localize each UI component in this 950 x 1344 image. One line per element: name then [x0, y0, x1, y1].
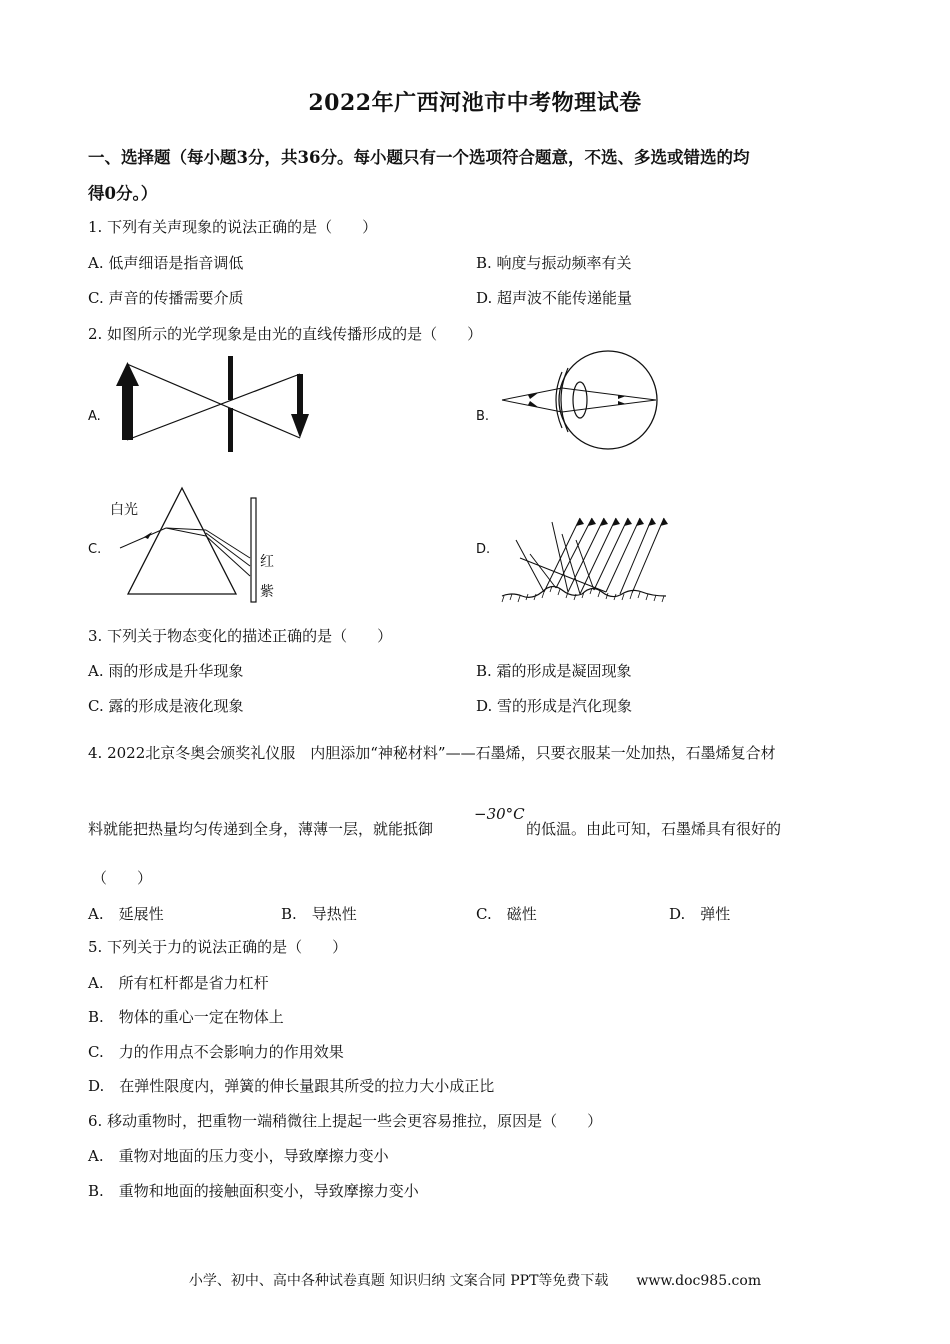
question-4-option-c: C. 磁性	[476, 905, 537, 923]
question-1-option-c: C. 声音的传播需要介质	[88, 289, 244, 307]
prism-dispersion-figure	[108, 484, 288, 604]
question-6-option-b: B. 重物和地面的接触面积变小，导致摩擦力变小	[88, 1182, 419, 1200]
question-2-label-a: A.	[88, 409, 101, 424]
question-4-option-d: D. 弹性	[669, 905, 731, 923]
question-4-option-b: B. 导热性	[281, 905, 357, 923]
question-5-option-c: C. 力的作用点不会影响力的作用效果	[88, 1043, 344, 1061]
question-6-option-a: A. 重物对地面的压力变小，导致摩擦力变小	[88, 1147, 389, 1165]
section-heading-line2: 得0分。）	[88, 184, 158, 203]
question-3-option-d: D. 雪的形成是汽化现象	[476, 697, 633, 715]
page-title: 2022年广西河池市中考物理试卷	[308, 90, 642, 116]
diffuse-reflection-figure	[500, 512, 670, 604]
question-2-label-d: D.	[476, 542, 491, 557]
pinhole-camera-figure	[110, 352, 330, 462]
question-3-option-a: A. 雨的形成是升华现象	[88, 662, 244, 680]
white-light-label: 白光	[110, 502, 138, 518]
question-5-option-d: D. 在弹性限度内，弹簧的伸长量跟其所受的拉力大小成正比	[88, 1077, 495, 1095]
question-4-line1: 4. 2022北京冬奥会颁奖礼仪服 内胆添加“神秘材料”——石墨烯，只要衣服某一处加热，石墨烯复合材	[88, 744, 776, 762]
section-heading-line1: 一、选择题（每小题3分，共36分。每小题只有一个选项符合题意，不选、多选或错选的均	[88, 148, 750, 167]
question-1-option-b: B. 响度与振动频率有关	[476, 254, 632, 272]
question-4-answer-paren: （ ）	[92, 869, 153, 887]
question-3-stem: 3. 下列关于物态变化的描述正确的是（ ）	[88, 627, 393, 645]
question-2-label-b: B.	[476, 409, 490, 424]
question-3-option-c: C. 露的形成是液化现象	[88, 697, 244, 715]
question-2-stem: 2. 如图所示的光学现象是由光的直线传播形成的是（ ）	[88, 325, 483, 343]
question-1-option-d: D. 超声波不能传递能量	[476, 289, 633, 307]
question-4-option-a: A. 延展性	[88, 905, 164, 923]
question-4-line2-end: 的低温。由此可知，石墨烯具有很好的	[526, 820, 782, 838]
question-2-label-c: C.	[88, 542, 102, 557]
question-1-stem: 1. 下列有关声现象的说法正确的是（ ）	[88, 218, 378, 236]
question-3-option-b: B. 霜的形成是凝固现象	[476, 662, 632, 680]
question-5-option-b: B. 物体的重心一定在物体上	[88, 1008, 284, 1026]
temperature-value: −30°C	[474, 805, 525, 823]
question-5-option-a: A. 所有杠杆都是省力杠杆	[88, 974, 269, 992]
red-label: 红	[260, 554, 274, 570]
violet-label: 紫	[260, 584, 274, 600]
eye-lens-figure	[500, 350, 665, 455]
question-1-option-a: A. 低声细语是指音调低	[88, 254, 244, 272]
question-4-line2-start: 料就能把热量均匀传递到全身，薄薄一层，就能抵御	[88, 820, 434, 838]
question-5-stem: 5. 下列关于力的说法正确的是（ ）	[88, 938, 348, 956]
page-footer: 小学、初中、高中各种试卷真题 知识归纳 文案合同 PPT等免费下载 www.doc985.com	[188, 1273, 762, 1289]
question-6-stem: 6. 移动重物时，把重物一端稍微往上提起一些会更容易推拉，原因是（ ）	[88, 1112, 603, 1130]
